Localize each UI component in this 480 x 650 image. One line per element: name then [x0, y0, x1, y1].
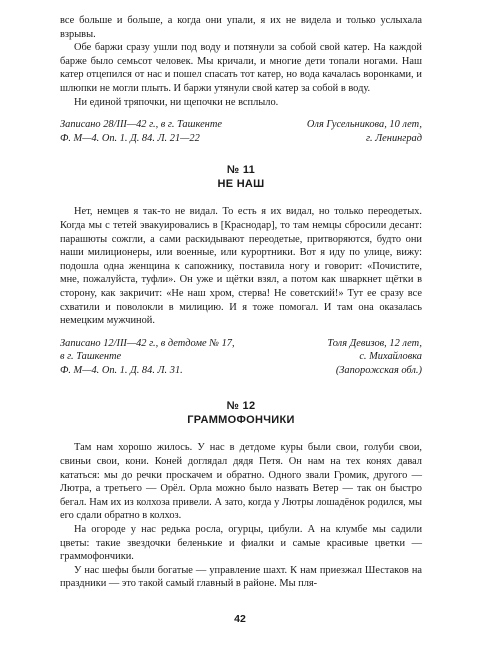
- story-12-paragraph-2: На огороде у нас редька росла, огурцы, цибули. А на клумбе мы садили цветы: такие звездочки беленькие и фиалки и самые красивые цветки — граммофончики.: [60, 524, 422, 563]
- story-12-title: ГРАММОФОНЧИКИ: [187, 414, 295, 427]
- book-page: [60, 14, 422, 591]
- archive-reference: [60, 337, 235, 378]
- narrator-info: [327, 337, 422, 378]
- archive-code: Ф. М—4. Оп. 1. Д. 84. Л. 21—22: [60, 132, 200, 144]
- narrator-name: Оля Гусельникова, 10 лет,: [306, 119, 422, 131]
- story-12-paragraph-3: У нас шефы были богатые — управление шахт. К нам приезжал Шестаков на праздники — это такой самый главный в районе. Мы пля-: [60, 564, 422, 590]
- page-number: 42: [234, 613, 246, 625]
- record-date-place: Записано 12/III—42 г., в детдоме № 17,: [60, 337, 235, 349]
- archive-code: Ф. М—4. Оп. 1. Д. 84. Л. 31.: [60, 364, 183, 376]
- story-11-paragraph-1: Нет, немцев я так-то не видал. То есть я их видал, но только переодетых. Когда мы с тетей эвакуировались в [Краснодар], то там немцы сбросили десант: парашюты сожгли, а сами раскидывают переодетые, притворяются, будто они наши милиционеры, или военные, или курортники. Вот я иду по улице, вижу: подошла одна женщина к сапожнику, поставила ногу и говорит: «Почистите, мне, пожалуйста, туфли». Он уже и щётки взял, а потом как шваркнет щётки в сторону, как закричит: «Не наш хром, стерва! Не советский!» Тут ее сразу все схватили и поволокли в милицию. И я тоже помогал. И там она оказалась немецким мужчиной.: [60, 206, 422, 327]
- narrator-village: с. Михайловка: [359, 351, 422, 363]
- story-11-source-note: [60, 337, 422, 378]
- narrator-region: (Запорожская обл.): [335, 364, 422, 376]
- record-city: в г. Ташкенте: [60, 351, 122, 363]
- intro-paragraph-3: Ни единой тряпочки, ни щепочки не всплыло.: [74, 96, 279, 108]
- story-11-number: № 11: [226, 164, 256, 177]
- intro-paragraph-2: Обе баржи сразу ушли под воду и потянули за собой свой катер. На каждой барже было семьсот человек. Мы кричали, и многие дети топали ногами. Наш катер отцепился от нас и пошел спасать тот катер, но вода качалась воронками, и шлюпки не могли плыть. И баржи утянули свой катер за собой в воду.: [60, 42, 422, 94]
- record-date-place: Записано 28/III—42 г., в г. Ташкенте: [60, 119, 222, 131]
- story-12-paragraph-1: Там нам хорошо жилось. У нас в детдоме куры были свои, голуби свои, свиньи свои, кони. Коней доглядал дядя Петя. Он нам на тех конях давал кататься: мы до речки проскачем и обратно. Одного звали Громик, другого — Лютра, а третьего — Орёл. Орла можно было назвать Ветер — так он быстро бегал. Нам их из колхоза привели. А зато, когда у Лютры лошадёнок родился, мы его сдали обратно в колхоз.: [60, 442, 422, 522]
- narrator-city: г. Ленинград: [366, 132, 422, 144]
- intro-source-note: [60, 118, 422, 145]
- intro-paragraph-1: все больше и больше, а когда они упали, я их не видела и только услыхала взрывы.: [60, 15, 422, 40]
- archive-reference: [60, 118, 222, 145]
- story-12-number: № 12: [226, 400, 256, 413]
- narrator-info: [307, 118, 422, 145]
- story-11-title: НЕ НАШ: [217, 178, 265, 191]
- narrator-name: Толя Девизов, 12 лет,: [327, 337, 422, 349]
